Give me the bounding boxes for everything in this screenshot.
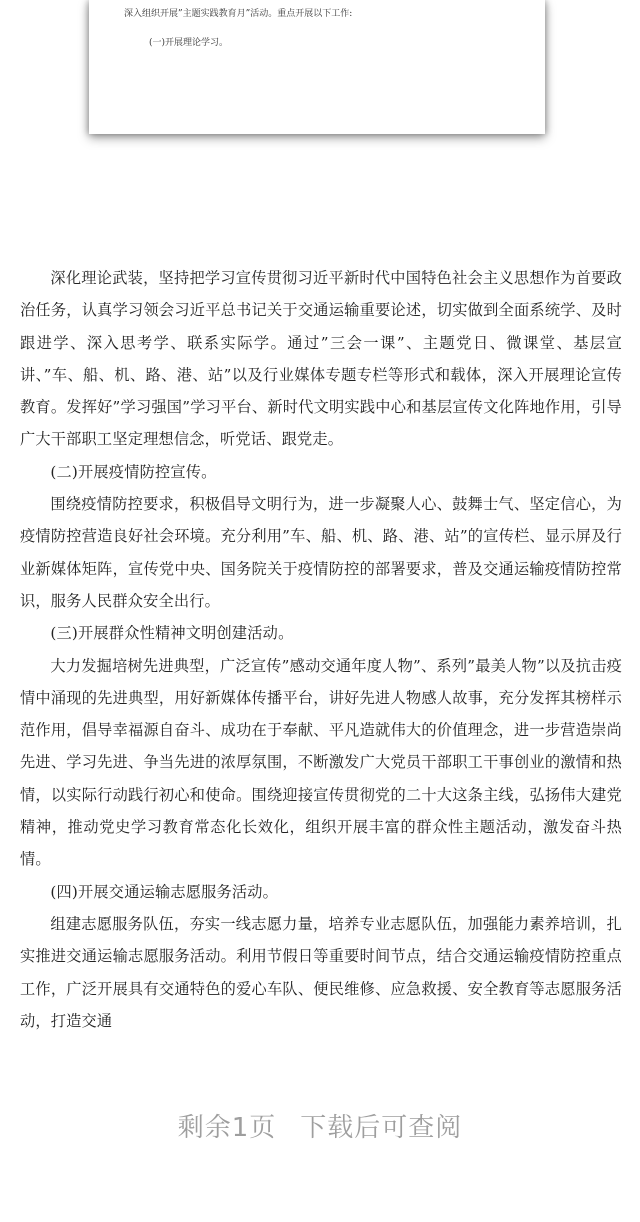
download-to-view-label[interactable]: 下载后可查阅	[300, 1113, 463, 1143]
paragraph-volunteer: 组建志愿服务队伍，夯实一线志愿力量，培养专业志愿队伍，加强能力素养培训，扎实推进交通运输志愿服务活动。利用节假日等重要时间节点，结合交通运输疫情防控重点工作，广泛开展具有交通特色的爱心车队、便民维修、应急救援、安全教育等志愿服务活动，打造交通	[20, 914, 622, 1030]
paragraph-theory-study: 深化理论武装，坚持把学习宣传贯彻习近平新时代中国特色社会主义思想作为首要政治任务，认真学习领会习近平总书记关于交通运输重要论述，切实做到全面系统学、及时跟进学、深入思考学、联系实际学。通过”三会一课”、主题党日、微课堂、基层宣讲、”车、船、机、路、港、站”以及行业媒体专题专栏等形式和载体，深入开展理论宣传教育。发挥好”学习强国”学习平台、新时代文明实践中心和基层宣传文化阵地作用，引导广大干部职工坚定理想信念，听党话、跟党走。	[20, 269, 622, 449]
section-heading-epidemic: (二)开展疫情防控宣传。	[50, 462, 217, 481]
document-body	[20, 262, 622, 1037]
section-heading-civilization: (三)开展群众性精神文明创建活动。	[50, 624, 294, 643]
preview-section-heading: (一)开展理论学习。	[149, 38, 229, 48]
section-heading-volunteer: (四)开展交通运输志愿服务活动。	[50, 882, 279, 901]
paragraph-epidemic: 围绕疫情防控要求，积极倡导文明行为，进一步凝聚人心、鼓舞士气、坚定信心，为疫情防控营造良好社会环境。充分利用”车、船、机、路、港、站”的宣传栏、显示屏及行业新媒体矩阵，宣传党中央、国务院关于疫情防控的部署要求，普及交通运输疫情防控常识，服务人民群众安全出行。	[20, 495, 622, 610]
page-preview-card	[89, 0, 545, 134]
download-to-read-prompt[interactable]	[0, 1108, 640, 1148]
paragraph-civilization: 大力发掘培树先进典型，广泛宣传”感动交通年度人物”、系列”最美人物”以及抗击疫情中涌现的先进典型，用好新媒体传播平台，讲好先进人物感人故事，充分发挥其榜样示范作用，倡导幸福源自奋斗、成功在于奉献、平凡造就伟大的价值理念，进一步营造崇尚先进、学习先进、争当先进的浓厚氛围，不断激发广大党员干部职工干事创业的激情和热情，以实际行动践行初心和使命。围绕迎接宣传贯彻党的二十大这条主线，弘扬伟大建党精神，推动党史学习教育常态化长效化，组织开展丰富的群众性主题活动，激发奋斗热情。	[20, 656, 622, 869]
remaining-pages-label[interactable]: 剩余1页	[177, 1113, 277, 1143]
preview-text-line: 深入组织开展”主题实践教育月”活动。重点开展以下工作:	[124, 9, 353, 19]
